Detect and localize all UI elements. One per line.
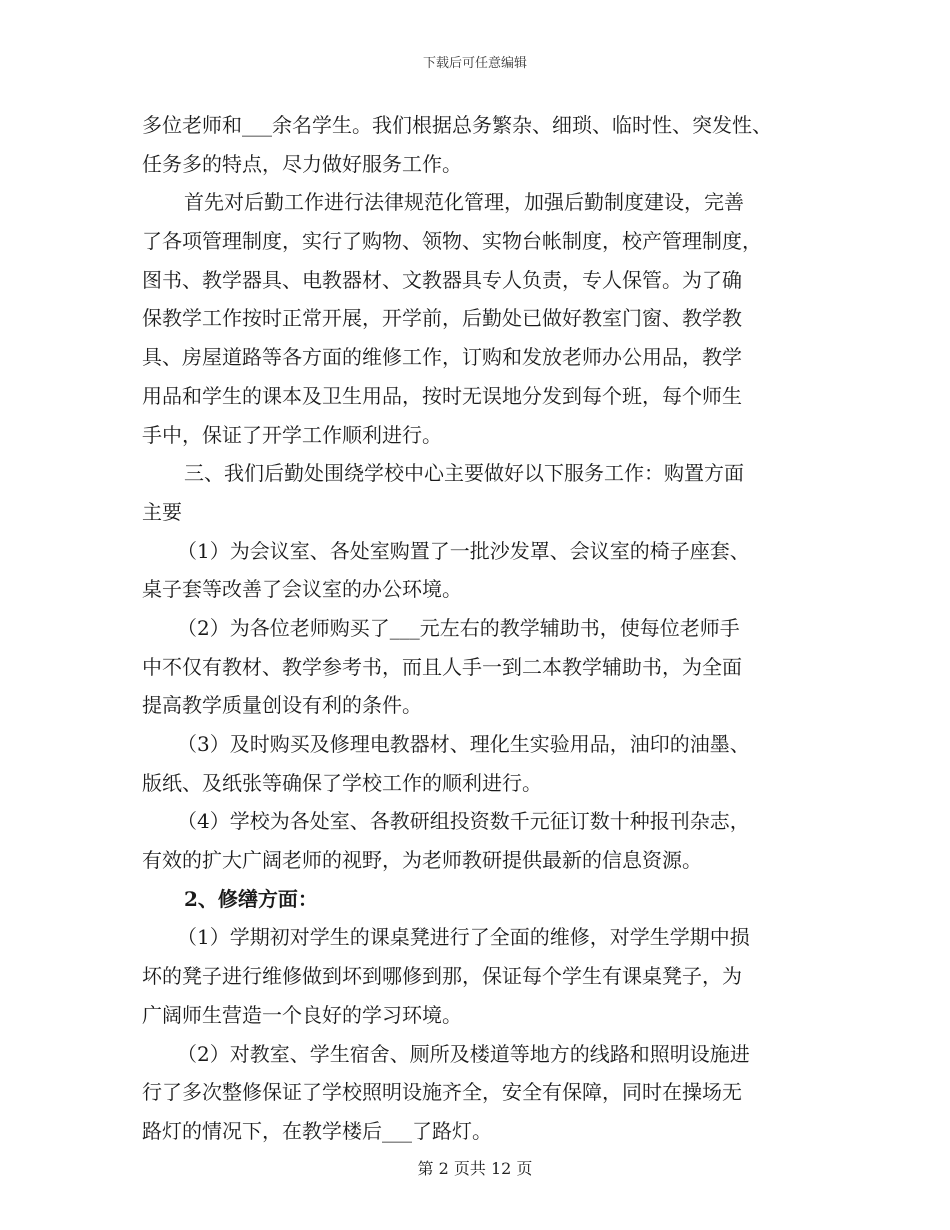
- text-line: 了各项管理制度，实行了购物、领物、实物台帐制度，校产管理制度，: [142, 229, 762, 254]
- text-line: 任务多的特点，尽力做好服务工作。: [142, 151, 462, 176]
- text-line: 提高教学质量创设有利的条件。: [142, 693, 422, 718]
- text-line: 版纸、及纸张等确保了学校工作的顺利进行。: [142, 770, 542, 795]
- text-line: （2）为各位老师购买了___元左右的教学辅助书，使每位老师手: [177, 615, 740, 640]
- text-line: 首先对后勤工作进行法律规范化管理，加强后勤制度建设，完善: [184, 190, 744, 215]
- text-line: 手中，保证了开学工作顺利进行。: [142, 422, 442, 447]
- text-line: （4）学校为各处室、各教研组投资数千元征订数十种报刊杂志，: [177, 809, 750, 834]
- document-body: [142, 106, 822, 1151]
- section-heading: 2、修缮方面：: [184, 886, 318, 911]
- text-line: 具、房屋道路等各方面的维修工作，订购和发放老师办公用品，教学: [142, 345, 742, 370]
- text-line: （1）学期初对学生的课桌凳进行了全面的维修，对学生学期中损: [177, 925, 750, 950]
- text-line: 多位老师和___余名学生。我们根据总务繁杂、细琐、临时性、突发性、: [142, 113, 772, 137]
- page-header: 下载后可任意编辑: [422, 56, 527, 71]
- page-footer: 第 2 页共 12 页: [417, 1159, 533, 1178]
- text-line: 图书、教学器具、电教器材、文教器具专人负责，专人保管。为了确: [142, 267, 742, 292]
- text-line: 主要: [142, 499, 182, 524]
- text-line: 有效的扩大广阔老师的视野，为老师教研提供最新的信息资源。: [142, 848, 702, 873]
- text-line: 路灯的情况下，在教学楼后___了路灯。: [142, 1118, 492, 1143]
- text-line: 保教学工作按时正常开展，开学前，后勤处已做好教室门窗、教学教: [142, 306, 742, 331]
- text-line: 桌子套等改善了会议室的办公环境。: [142, 577, 462, 602]
- text-line: 中不仅有教材、教学参考书，而且人手一到二本教学辅助书，为全面: [142, 654, 742, 679]
- text-line: 用品和学生的课本及卫生用品，按时无误地分发到每个班，每个师生: [142, 383, 742, 408]
- text-line: （3）及时购买及修理电教器材、理化生实验用品，油印的油墨、: [177, 732, 750, 756]
- text-line: 行了多次整修保证了学校照明设施齐全，安全有保障，同时在操场无: [142, 1080, 742, 1105]
- text-line: 广阔师生营造一个良好的学习环境。: [142, 1002, 462, 1027]
- text-line: 坏的凳子进行维修做到坏到哪修到那，保证每个学生有课桌凳子，为: [142, 964, 742, 989]
- text-line: 三、我们后勤处围绕学校中心主要做好以下服务工作：购置方面: [184, 461, 744, 486]
- text-line: （2）对教室、学生宿舍、厕所及楼道等地方的线路和照明设施进: [177, 1041, 750, 1066]
- text-line: （1）为会议室、各处室购置了一批沙发罩、会议室的椅子座套、: [177, 538, 750, 563]
